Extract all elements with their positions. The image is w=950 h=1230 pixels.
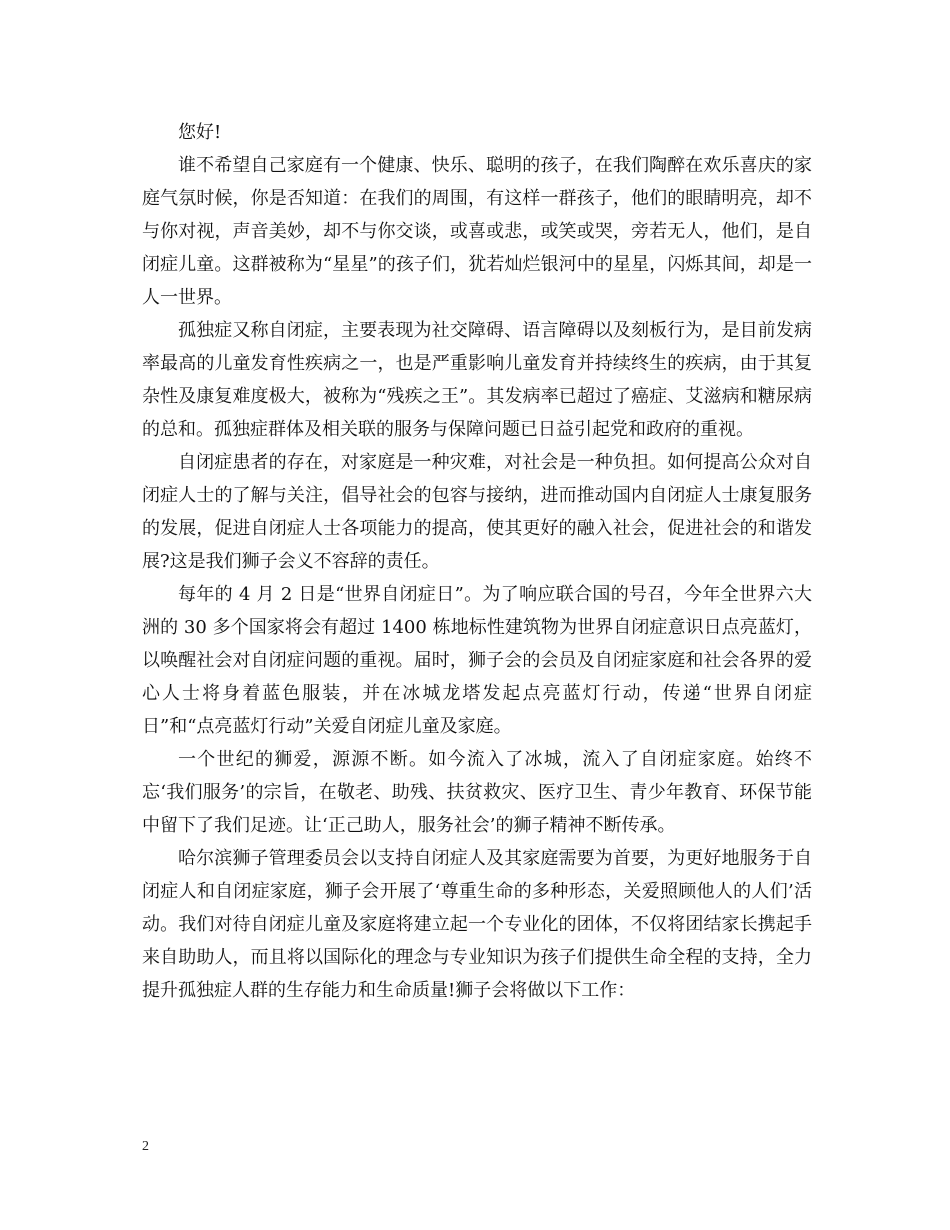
body-paragraph-3: 自闭症患者的存在，对家庭是一种灾难，对社会是一种负担。如何提高公众对自闭症人士的了解与关注，倡导社会的包容与接纳，进而推动国内自闭症人士康复服务的发展，促进自闭症人士各项能力的提高，使其更好的融入社会，促进社会的和谐发展?这是我们狮子会义不容辞的责任。 (142, 452, 812, 572)
page-number: 2 (142, 1139, 149, 1154)
document-body (142, 116, 812, 1007)
greeting-paragraph: 您好! (178, 122, 222, 143)
body-paragraph-6: 哈尔滨狮子管理委员会以支持自闭症人及其家庭需要为首要，为更好地服务于自闭症人和自闭症家庭，狮子会开展了‘尊重生命的多种形态，关爱照顾他人的人们’活动。我们对待自闭症儿童及家庭将建立起一个专业化的团体，不仅将团结家长携起手来自助助人，而且将以国际化的理念与专业知识为孩子们提供生命全程的支持，全力提升孤独症人群的生存能力和生命质量!狮子会将做以下工作： (142, 848, 812, 1001)
body-paragraph-4: 每年的 4 月 2 日是“世界自闭症日”。为了响应联合国的号召，今年全世界六大洲的 30 多个国家将会有超过 1400 栋地标性建筑物为世界自闭症意识日点亮蓝灯，以唤醒社会对自闭症问题的重视。届时，狮子会的会员及自闭症家庭和社会各界的爱心人士将身着蓝色服装，并在冰城龙塔发起点亮蓝灯行动，传递“世界自闭症日”和“点亮蓝灯行动”关爱自闭症儿童及家庭。 (142, 584, 812, 737)
body-paragraph-1: 谁不希望自己家庭有一个健康、快乐、聪明的孩子，在我们陶醉在欢乐喜庆的家庭气氛时候，你是否知道：在我们的周围，有这样一群孩子，他们的眼睛明亮，却不与你对视，声音美妙，却不与你交谈，或喜或悲，或笑或哭，旁若无人，他们，是自闭症儿童。这群被称为“星星”的孩子们，犹若灿烂银河中的星星，闪烁其间，却是一人一世界。 (142, 155, 812, 308)
body-paragraph-5: 一个世纪的狮爱，源源不断。如今流入了冰城，流入了自闭症家庭。始终不忘‘我们服务’的宗旨，在敬老、助残、扶贫救灾、医疗卫生、青少年教育、环保节能中留下了我们足迹。让‘正己助人，服务社会’的狮子精神不断传承。 (142, 749, 812, 836)
body-paragraph-2: 孤独症又称自闭症，主要表现为社交障碍、语言障碍以及刻板行为，是目前发病率最高的儿童发育性疾病之一，也是严重影响儿童发育并持续终生的疾病，由于其复杂性及康复难度极大，被称为“残疾之王”。其发病率已超过了癌症、艾滋病和糖尿病的总和。孤独症群体及相关联的服务与保障问题已日益引起党和政府的重视。 (142, 320, 812, 440)
